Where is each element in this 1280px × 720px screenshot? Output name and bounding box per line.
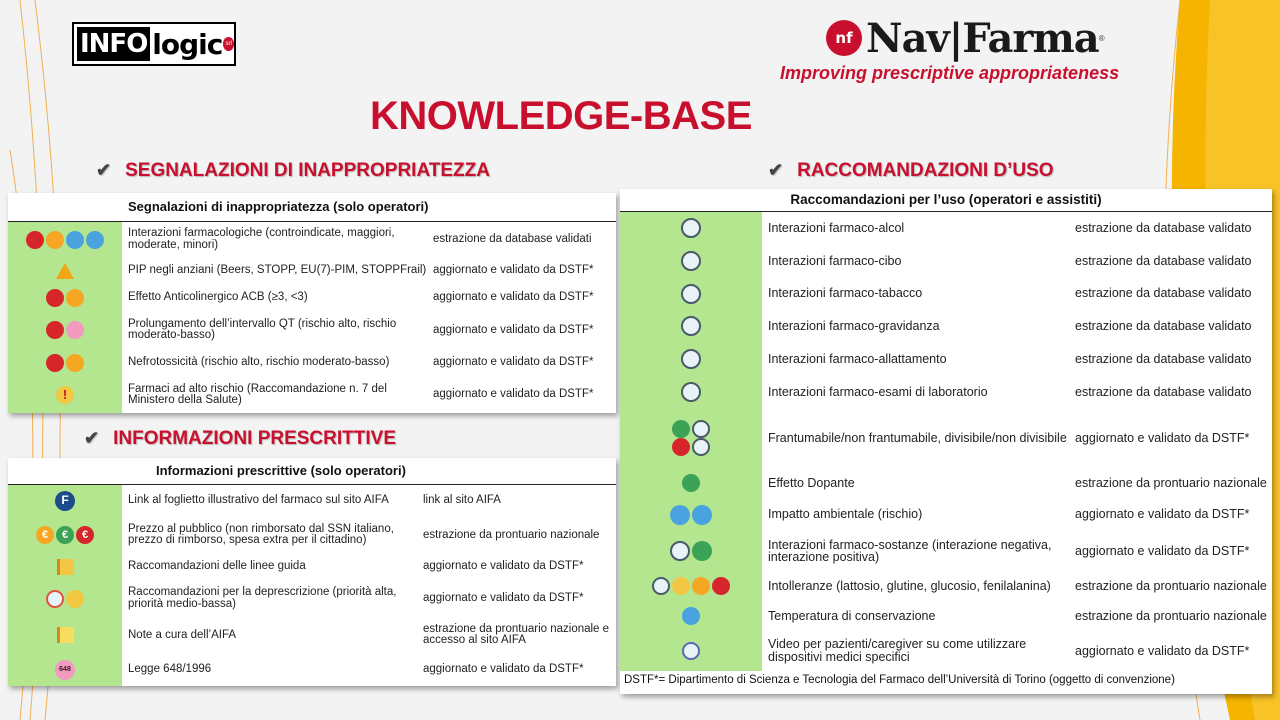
lactose-icon <box>652 577 670 595</box>
table-row <box>8 221 616 258</box>
environment-icons <box>620 498 762 531</box>
interaction-icons <box>8 221 122 258</box>
warning-triangle-icon <box>56 263 74 279</box>
kidney-high-icon <box>46 354 64 372</box>
qt-icons <box>8 312 122 348</box>
anticholinergic-low-icon <box>66 289 84 307</box>
table-row <box>8 258 616 284</box>
infologic-logo-info: INFO <box>77 27 150 61</box>
row-source: aggiornato e validato da DSTF* <box>433 388 594 401</box>
prescrittive-table <box>8 458 616 686</box>
checkmark-icon: ✔ <box>768 160 784 180</box>
section-heading-inappropriatezza <box>96 160 490 182</box>
row-description: Effetto Dopante <box>768 475 855 490</box>
navfarma-badge-icon: nf <box>826 20 862 56</box>
tobacco-icons <box>620 277 762 310</box>
table-row <box>8 517 616 554</box>
doping-cyclist-icon <box>682 474 700 492</box>
inappropriatezza-table <box>8 193 616 413</box>
row-source: aggiornato e validato da DSTF* <box>423 591 584 604</box>
row-description: Interazioni farmaco-cibo <box>768 253 902 268</box>
row-description: PIP negli anziani (Beers, STOPP, EU(7)-PIM, STOPPFrail) <box>128 263 427 276</box>
infologic-logo-srl: srl <box>223 37 234 51</box>
row-description: Temperatura di conservazione <box>768 608 936 623</box>
substance-positive-icon <box>692 541 712 561</box>
row-source: estrazione da database validati <box>433 232 592 245</box>
row-description: Frantumabile/non frantumabile, divisibile/non divisibile <box>768 431 1067 446</box>
deprescribing-low-icon <box>66 590 84 608</box>
row-source: estrazione da database validato <box>1075 253 1252 268</box>
law-648-icons <box>8 654 122 686</box>
row-description: Nefrotossicità (rischio alto, rischio moderato-basso) <box>128 355 390 368</box>
row-description: Raccomandazioni delle linee guida <box>128 560 306 573</box>
doping-icons <box>620 468 762 498</box>
row-source: estrazione da prontuario nazionale e accesso al sito AIFA <box>423 622 610 647</box>
row-source: estrazione da database validato <box>1075 319 1252 334</box>
infologic-logo <box>72 22 236 66</box>
high-risk-icons <box>8 377 122 413</box>
table-row <box>620 571 1272 601</box>
crushable-icon <box>672 420 690 438</box>
interaction-major-icon <box>46 231 64 249</box>
acb-icons <box>8 284 122 313</box>
table-row <box>620 601 1272 631</box>
nephro-icons <box>8 348 122 377</box>
row-source: estrazione da database validato <box>1075 286 1252 301</box>
kidney-moderate-icon <box>66 354 84 372</box>
table-heading: Segnalazioni di inappropriatezza (solo operatori) <box>8 193 616 221</box>
interaction-minor-icon <box>86 231 104 249</box>
euro-reimbursed-icon: € <box>56 526 74 544</box>
table-row <box>620 468 1272 498</box>
table-row <box>8 580 616 617</box>
row-source: aggiornato e validato da DSTF* <box>433 291 594 304</box>
section-heading-prescrittive <box>84 428 396 450</box>
section-heading-label: INFORMAZIONI PRESCRITTIVE <box>113 428 396 449</box>
not-crushable-icon <box>692 420 710 438</box>
heart-qt-high-icon <box>46 321 64 339</box>
thermometer-icon <box>682 607 700 625</box>
table-row <box>620 310 1272 343</box>
navfarma-registered: ® <box>1098 33 1105 43</box>
table-row <box>620 211 1272 245</box>
row-description: Intolleranze (lattosio, glutine, glucosio, fenilalanina) <box>768 578 1051 593</box>
aifa-icons <box>8 484 122 517</box>
table-row <box>620 376 1272 409</box>
row-source: aggiornato e validato da DSTF* <box>1075 643 1250 658</box>
euro-not-reimbursed-icon: € <box>36 526 54 544</box>
row-source: estrazione da prontuario nazionale <box>423 528 600 541</box>
row-description: Legge 648/1996 <box>128 663 212 676</box>
alcohol-icons <box>620 211 762 245</box>
environment-high-icon <box>670 505 690 525</box>
substance-negative-icon <box>670 541 690 561</box>
aifa-leaflet-icon: F <box>55 491 75 511</box>
checkmark-icon: ✔ <box>84 428 100 448</box>
table-row <box>620 277 1272 310</box>
food-icons <box>620 245 762 278</box>
row-description: Effetto Anticolinergico ACB (≥3, <3) <box>128 291 308 304</box>
row-source: aggiornato e validato da DSTF* <box>1075 543 1250 558</box>
glucose-icon <box>692 577 710 595</box>
row-description: Interazioni farmaco-esami di laboratorio <box>768 384 988 399</box>
price-icons <box>8 517 122 554</box>
food-icon <box>681 251 701 271</box>
table-row <box>620 245 1272 278</box>
row-description: Interazioni farmaco-gravidanza <box>768 319 940 334</box>
heart-qt-moderate-icon <box>66 321 84 339</box>
substance-icons <box>620 531 762 571</box>
panel-raccomandazioni <box>620 189 1272 694</box>
row-source: estrazione da database validato <box>1075 384 1252 399</box>
navfarma-name: Nav|Farma <box>866 14 1099 62</box>
infologic-logo-logic: logic <box>152 27 223 61</box>
table-row <box>620 631 1272 671</box>
row-description: Interazioni farmacologiche (controindicate, maggiori, moderate, minori) <box>128 227 395 251</box>
row-description: Video per pazienti/caregiver su come utilizzare dispositivi medici specifici <box>768 637 1027 664</box>
row-source: estrazione da prontuario nazionale <box>1075 475 1267 490</box>
table-row <box>8 654 616 686</box>
page-title: KNOWLEDGE-BASE <box>370 94 752 138</box>
tagline: Improving prescriptive appropriateness <box>780 63 1120 83</box>
divisible-icon <box>672 438 690 456</box>
section-heading-label: RACCOMANDAZIONI D’USO <box>797 160 1054 181</box>
lab-flask-icon <box>681 382 701 402</box>
interaction-moderate-icon <box>66 231 84 249</box>
row-source: aggiornato e validato da DSTF* <box>1075 431 1250 446</box>
table-row <box>8 348 616 377</box>
footnote-dstf: DSTF*= Dipartimento di Scienza e Tecnologia del Farmaco dell’Università di Torino (oggetto di convenzione) <box>624 674 1175 686</box>
anticholinergic-high-icon <box>46 289 64 307</box>
panel-inappropriatezza <box>8 193 616 413</box>
table-row <box>8 484 616 517</box>
environment-low-icon <box>692 505 712 525</box>
raccomandazioni-table <box>620 189 1272 671</box>
law-648-icon: 648 <box>55 660 75 680</box>
row-description: Impatto ambientale (rischio) <box>768 507 923 522</box>
euro-extra-cost-icon: € <box>76 526 94 544</box>
row-description: Farmaci ad alto rischio (Raccomandazione n. 7 del Ministero della Salute) <box>128 382 387 406</box>
checkmark-icon: ✔ <box>96 160 112 180</box>
pregnancy-icons <box>620 310 762 343</box>
not-divisible-icon <box>692 438 710 456</box>
row-source: aggiornato e validato da DSTF* <box>423 663 584 676</box>
breastfeeding-icon <box>681 349 701 369</box>
lab-test-icons <box>620 376 762 409</box>
pip-icons <box>8 258 122 284</box>
alcohol-icon <box>681 218 701 238</box>
table-row <box>8 284 616 313</box>
table-row <box>8 377 616 413</box>
deprescribing-high-icon <box>46 590 64 608</box>
table-row <box>620 498 1272 531</box>
table-heading: Raccomandazioni per l’uso (operatori e assistiti) <box>620 189 1272 211</box>
table-row <box>8 554 616 580</box>
section-heading-label: SEGNALAZIONI DI INAPPROPRIATEZZA <box>125 160 490 181</box>
row-description: Note a cura dell’AIFA <box>128 628 237 641</box>
pregnancy-icon <box>681 316 701 336</box>
panel-prescrittive <box>8 458 616 686</box>
row-source: estrazione da prontuario nazionale <box>1075 578 1267 593</box>
navfarma-logo <box>826 14 1105 62</box>
aifa-note-icon <box>57 627 74 643</box>
row-source: aggiornato e validato da DSTF* <box>433 355 594 368</box>
guidelines-book-icon <box>57 559 74 575</box>
gluten-icon <box>672 577 690 595</box>
aifa-note-icons <box>8 617 122 654</box>
video-icons <box>620 631 762 671</box>
row-source: link al sito AIFA <box>423 494 501 507</box>
row-description: Interazioni farmaco-tabacco <box>768 286 923 301</box>
deprescribing-icons <box>8 580 122 617</box>
row-source: estrazione da database validato <box>1075 351 1252 366</box>
table-row <box>620 343 1272 376</box>
table-row <box>8 617 616 654</box>
exclamation-icon: ! <box>56 386 74 404</box>
row-description: Interazioni farmaco-sostanze (interazione negativa, interazione positiva) <box>768 537 1052 564</box>
row-description: Raccomandazioni per la deprescrizione (priorità alta, priorità medio-bassa) <box>128 586 397 610</box>
tobacco-icon <box>681 284 701 304</box>
table-row <box>620 408 1272 468</box>
temperature-icons <box>620 601 762 631</box>
row-description: Link al foglietto illustrativo del farmaco sul sito AIFA <box>128 494 389 507</box>
row-description: Interazioni farmaco-allattamento <box>768 351 947 366</box>
row-source: aggiornato e validato da DSTF* <box>423 560 584 573</box>
breastfeeding-icons <box>620 343 762 376</box>
crushable-icons <box>620 408 762 468</box>
row-source: aggiornato e validato da DSTF* <box>433 323 594 336</box>
phenylalanine-icon <box>712 577 730 595</box>
table-row <box>620 531 1272 571</box>
row-description: Prolungamento dell’intervallo QT (rischio alto, rischio moderato-basso) <box>128 317 397 342</box>
row-description: Interazioni farmaco-alcol <box>768 220 905 235</box>
table-row <box>8 312 616 348</box>
row-source: aggiornato e validato da DSTF* <box>433 263 594 276</box>
video-camera-icon <box>682 642 700 660</box>
row-source: estrazione da prontuario nazionale <box>1075 608 1267 623</box>
row-source: estrazione da database validato <box>1075 220 1252 235</box>
section-heading-raccomandazioni <box>768 160 1054 182</box>
row-description: Prezzo al pubblico (non rimborsato dal SSN italiano, prezzo di rimborso, spesa extra per il cittadino) <box>128 522 394 547</box>
intolerance-icons <box>620 571 762 601</box>
interaction-contraindicated-icon <box>26 231 44 249</box>
table-heading: Informazioni prescrittive (solo operatori) <box>8 458 616 484</box>
row-source: aggiornato e validato da DSTF* <box>1075 507 1250 522</box>
guidelines-icons <box>8 554 122 580</box>
